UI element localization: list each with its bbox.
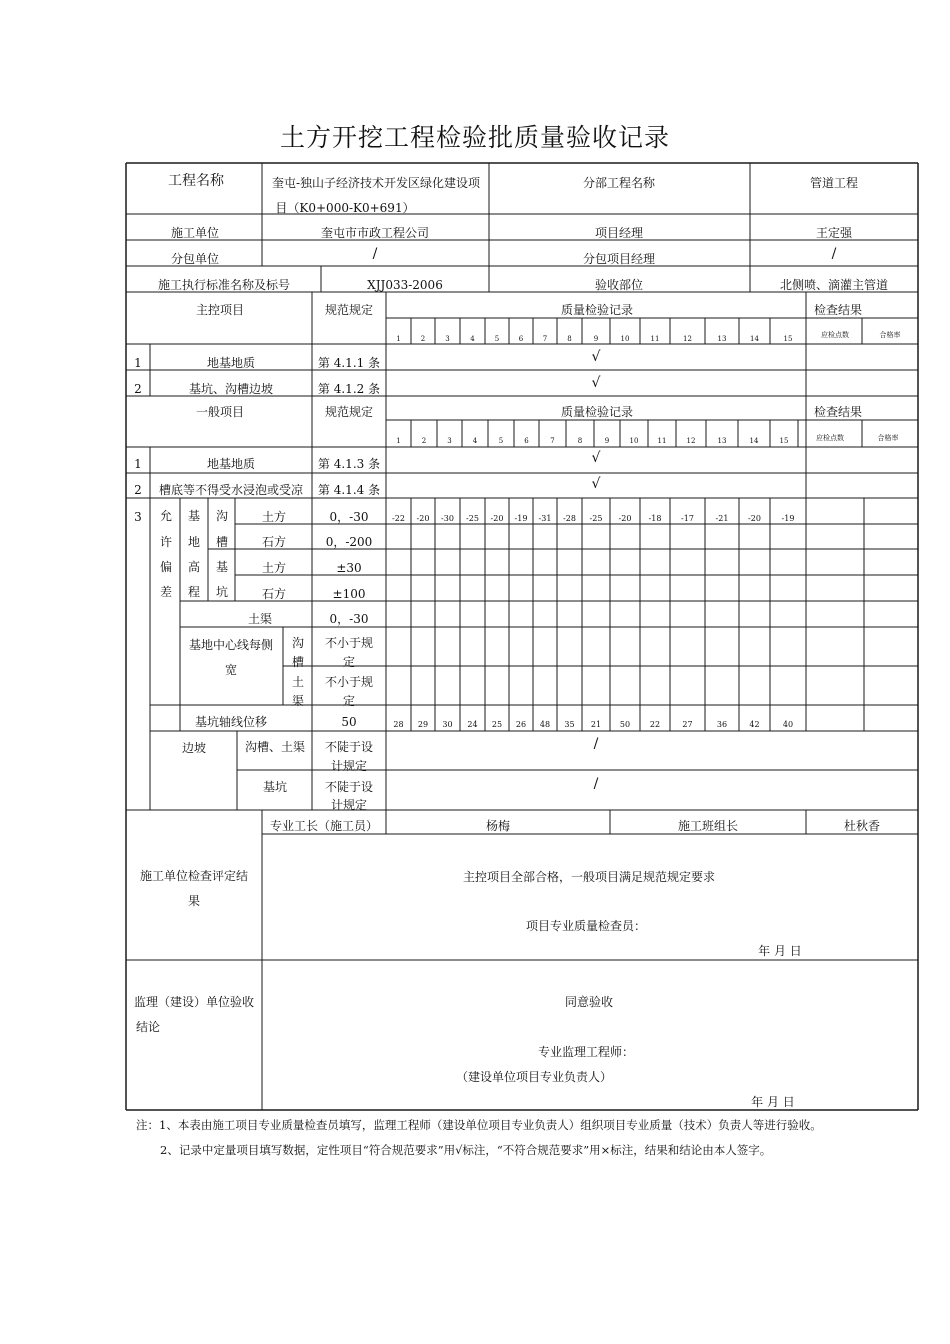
general-title: 一般项目 — [195, 405, 245, 419]
supervisor-engineer-label: 专业监理工程师： — [537, 1045, 635, 1059]
main-col-number: 3 — [445, 335, 450, 343]
deviation-label-char: 差 — [159, 585, 173, 599]
contractor-eval-label-2: 果 — [187, 894, 201, 908]
center-row-spec: 不小于规 — [324, 675, 374, 689]
main-col-number: 6 — [518, 335, 524, 343]
main-item-no: 2 — [134, 382, 142, 396]
trench-label-char: 沟 — [215, 509, 229, 523]
supervisor-conclusion: 同意验收 — [564, 995, 614, 1009]
deviation-row-name: 土方 — [261, 561, 287, 575]
main-col-number: 13 — [717, 335, 727, 343]
elevation-label-char: 基 — [187, 509, 201, 523]
deviation-label-char: 偏 — [159, 560, 173, 574]
pm-value: 王定强 — [815, 226, 853, 240]
general-col-number: 1 — [396, 437, 401, 445]
axis-offset-value: 28 — [393, 720, 404, 729]
deviation-row-spec: 0，-30 — [329, 612, 369, 626]
slope-row-spec-2: 计规定 — [330, 798, 368, 812]
general-col-number: 11 — [657, 437, 667, 445]
main-rate-label: 合格率 — [879, 331, 901, 339]
center-row-name: 沟 — [291, 636, 305, 650]
general-col-number: 8 — [577, 437, 583, 445]
deviation-row-spec: 0，-200 — [325, 535, 373, 549]
general-col-number: 10 — [629, 437, 639, 445]
deviation-row-name: 石方 — [261, 587, 287, 601]
main-col-number: 14 — [750, 335, 759, 343]
general-col-number: 13 — [717, 437, 727, 445]
axis-offset-label: 基坑轴线位移 — [194, 715, 268, 729]
main-col-number: 5 — [494, 335, 500, 343]
sub-project-label: 分部工程名称 — [582, 176, 656, 190]
contractor-value: 奎屯市市政工程公司 — [320, 226, 430, 240]
main-col-number: 7 — [542, 335, 548, 343]
axis-offset-value: 30 — [442, 720, 453, 729]
general-col-number: 7 — [550, 437, 555, 445]
main-item-record: √ — [591, 349, 601, 365]
pit-label-char: 基 — [215, 560, 229, 574]
deviation-value: -25 — [589, 514, 603, 523]
project-name-value-2: 目（K0+000-K0+691） — [275, 201, 415, 215]
main-col-number: 11 — [650, 335, 660, 343]
standard-label: 施工执行标准名称及标号 — [157, 278, 291, 292]
subcontractor-value: / — [372, 246, 378, 262]
general-item-record: √ — [591, 476, 601, 492]
axis-offset-value: 36 — [716, 720, 728, 729]
axis-offset-value: 24 — [467, 720, 478, 729]
main-item-spec: 第 4.1.2 条 — [317, 382, 381, 396]
supervisor-engineer-sub: （建设单位项目专业负责人） — [455, 1070, 613, 1084]
deviation-row-spec: 0，-30 — [329, 510, 369, 524]
deviation-row-name: 土渠 — [247, 612, 273, 626]
center-row-spec: 不小于规 — [324, 636, 374, 650]
deviation-value: -18 — [648, 514, 662, 523]
axis-offset-value: 27 — [682, 720, 693, 729]
sub-pm-label: 分包项目经理 — [582, 252, 656, 266]
deviation-value: -22 — [392, 514, 405, 523]
project-name-value: 奎屯-独山子经济技术开发区绿化建设项 — [271, 176, 481, 190]
pm-label: 项目经理 — [594, 226, 644, 240]
deviation-value: -20 — [490, 514, 504, 523]
sub-project-value: 管道工程 — [809, 176, 859, 190]
axis-offset-value: 26 — [515, 720, 527, 729]
main-control-title: 主控项目 — [195, 303, 245, 317]
general-item-no: 1 — [134, 457, 142, 471]
main-item-name: 地基地质 — [206, 356, 256, 370]
subcontractor-label: 分包单位 — [170, 252, 220, 266]
main-col-number: 4 — [470, 335, 475, 343]
team-leader-label: 施工班组长 — [677, 819, 739, 833]
axis-offset-value: 29 — [417, 720, 429, 729]
deviation-label-char: 允 — [159, 509, 173, 523]
center-line-label-2: 宽 — [224, 663, 238, 677]
center-row-spec-2: 定 — [342, 655, 356, 669]
foreman-value: 杨梅 — [485, 819, 511, 833]
elevation-label-char: 地 — [187, 535, 201, 549]
main-col-number: 8 — [567, 335, 572, 343]
deviation-value: -17 — [681, 514, 694, 523]
deviation-value: -30 — [441, 514, 454, 523]
general-col-number: 3 — [447, 437, 452, 445]
main-col-number: 1 — [396, 335, 401, 343]
slope-row-name: 沟槽、土渠 — [244, 740, 306, 754]
deviation-value: -31 — [538, 514, 552, 523]
deviation-value: -19 — [781, 514, 795, 523]
center-row-name: 土 — [291, 675, 305, 689]
sub-pm-value: / — [831, 246, 837, 262]
deviation-row-spec: ±100 — [332, 587, 366, 601]
general-item-no: 2 — [134, 483, 142, 497]
axis-offset-value: 21 — [590, 720, 602, 729]
project-name-label: 工程名称 — [168, 173, 224, 189]
deviation-value: -20 — [748, 514, 761, 523]
general-col-number: 4 — [472, 437, 478, 445]
supervisor-label-2: 结论 — [135, 1020, 161, 1034]
quality-inspector-label: 项目专业质量检查员： — [525, 919, 647, 933]
general-item-name: 槽底等不得受水浸泡或受凉 — [158, 483, 304, 497]
main-result-label: 检查结果 — [813, 303, 863, 317]
center-row-name-2: 渠 — [291, 694, 305, 708]
deviation-value: -19 — [514, 514, 528, 523]
main-col-number: 15 — [783, 335, 793, 343]
supervisor-label: 监理（建设）单位验收 — [133, 995, 255, 1009]
center-line-label: 基地中心线每侧 — [188, 638, 274, 652]
team-leader-value: 杜秋香 — [843, 819, 881, 833]
deviation-value: -20 — [416, 514, 430, 523]
slope-row-record: / — [593, 736, 599, 752]
axis-offset-value: 25 — [491, 720, 503, 729]
main-col-number: 10 — [620, 335, 630, 343]
contractor-eval-text: 主控项目全部合格，一般项目满足规范规定要求 — [462, 870, 716, 884]
acceptance-part-value: 北侧喷、滴灌主管道 — [779, 278, 889, 292]
center-row-spec-2: 定 — [342, 694, 356, 708]
document-title: 土方开挖工程检验批质量验收记录 — [279, 123, 670, 152]
axis-offset-value: 40 — [782, 720, 794, 729]
acceptance-part-label: 验收部位 — [594, 278, 644, 292]
general-item-record: √ — [591, 450, 601, 466]
deviation-row-name: 石方 — [261, 535, 287, 549]
note-2: 2、记录中定量项目填写数据，定性项目“符合规范要求”用√标注，“不符合规范要求”用×标注，结果和结论由本人签字。 — [160, 1143, 772, 1157]
general-col-number: 6 — [524, 437, 529, 445]
main-item-spec: 第 4.1.1 条 — [317, 356, 381, 370]
axis-offset-value: 22 — [649, 720, 661, 729]
standard-value: XJJ033-2006 — [367, 278, 443, 292]
general-col-number: 2 — [421, 437, 427, 445]
general-col-number: 14 — [749, 437, 759, 445]
slope-row-name: 基坑 — [262, 780, 288, 794]
axis-offset-value: 50 — [619, 720, 631, 729]
general-item-name: 地基地质 — [206, 457, 256, 471]
pit-label-char: 坑 — [215, 585, 229, 599]
deviation-row-name: 土方 — [261, 510, 287, 524]
main-record-label: 质量检验记录 — [560, 303, 634, 317]
general-rate-label: 合格率 — [877, 434, 899, 442]
foreman-label: 专业工长（施工员） — [269, 819, 379, 833]
main-col-number: 9 — [593, 335, 599, 343]
deviation-no: 3 — [134, 510, 142, 524]
slope-row-spec: 不陡于设 — [324, 740, 374, 754]
supervisor-date-line: 年 月 日 — [751, 1095, 795, 1109]
main-item-name: 基坑、沟槽边坡 — [188, 382, 274, 396]
note-1: 注：1、本表由施工项目专业质量检查员填写，监理工程师（建设单位项目专业负责人）组织项目专业质量（技术）负责人等进行验收。 — [136, 1118, 822, 1132]
axis-offset-value: 35 — [564, 720, 575, 729]
contractor-label: 施工单位 — [170, 226, 220, 240]
deviation-label-char: 许 — [159, 535, 173, 549]
general-col-number: 5 — [498, 437, 504, 445]
main-col-number: 12 — [683, 335, 692, 343]
general-spec-label: 规范规定 — [324, 405, 374, 419]
deviation-value: -25 — [466, 514, 479, 523]
contractor-date-line: 年 月 日 — [758, 944, 802, 958]
trench-label-char: 槽 — [215, 535, 229, 549]
elevation-label-char: 程 — [187, 585, 201, 599]
deviation-value: -28 — [563, 514, 576, 523]
deviation-value: -20 — [618, 514, 632, 523]
general-col-number: 9 — [604, 437, 610, 445]
slope-row-record: / — [593, 776, 599, 792]
main-spec-label: 规范规定 — [324, 303, 374, 317]
axis-offset-spec: 50 — [341, 715, 357, 729]
general-col-number: 12 — [686, 437, 696, 445]
general-record-label: 质量检验记录 — [560, 405, 634, 419]
general-col-number: 15 — [779, 437, 789, 445]
main-item-no: 1 — [134, 356, 142, 370]
axis-offset-value: 48 — [539, 720, 551, 729]
slope-row-spec-2: 计规定 — [330, 759, 368, 773]
main-points-label: 应检点数 — [821, 331, 849, 339]
center-row-name-2: 槽 — [291, 655, 305, 669]
general-result-label: 检查结果 — [813, 405, 863, 419]
slope-label: 边坡 — [181, 741, 207, 755]
general-item-spec: 第 4.1.4 条 — [317, 483, 381, 497]
elevation-label-char: 高 — [187, 560, 201, 574]
deviation-value: -21 — [715, 514, 729, 523]
main-item-record: √ — [591, 375, 601, 391]
general-item-spec: 第 4.1.3 条 — [317, 457, 381, 471]
general-points-label: 应检点数 — [816, 434, 844, 442]
slope-row-spec: 不陡于设 — [324, 780, 374, 794]
main-col-number: 2 — [420, 335, 426, 343]
contractor-eval-label: 施工单位检查评定结 — [139, 869, 249, 883]
axis-offset-value: 42 — [749, 720, 760, 729]
deviation-row-spec: ±30 — [336, 561, 362, 575]
